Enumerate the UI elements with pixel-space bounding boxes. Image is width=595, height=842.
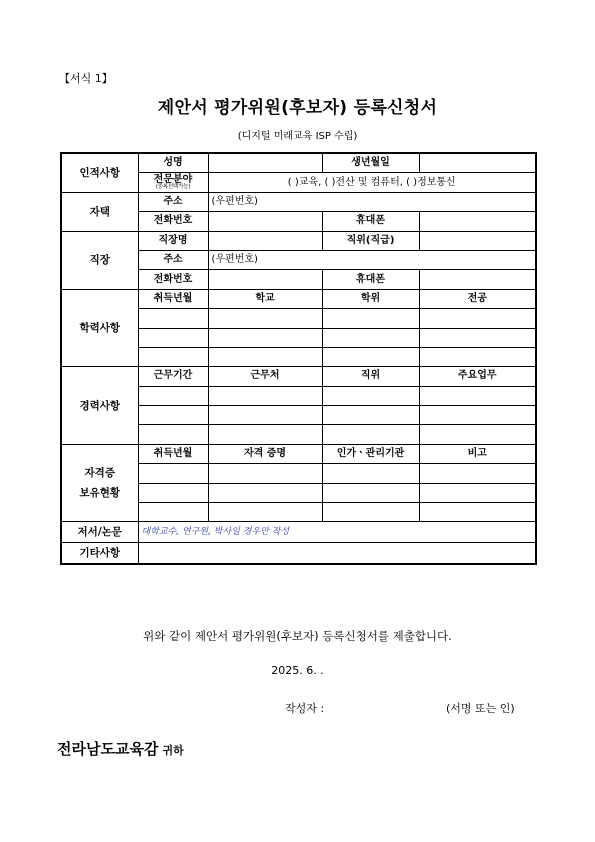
table-cell[interactable] — [419, 425, 536, 444]
section-other-label: 기타사항 — [61, 543, 138, 565]
career-header-duties: 주요업무 — [419, 367, 536, 386]
career-header-employer: 근무처 — [208, 367, 322, 386]
table-cell[interactable] — [208, 483, 322, 502]
table-cell[interactable] — [138, 503, 208, 522]
table-cell[interactable] — [138, 425, 208, 444]
home-mobile-label: 휴대폰 — [322, 212, 419, 231]
registration-form-table — [60, 152, 537, 565]
recipient-name: 전라남도교육감 — [57, 740, 159, 758]
table-cell[interactable] — [322, 386, 419, 405]
recipient-suffix: 귀하 — [162, 744, 184, 757]
section-home-label: 자택 — [61, 192, 138, 231]
home-address-label: 주소 — [138, 192, 208, 211]
work-phone-label: 전화번호 — [138, 270, 208, 289]
table-cell[interactable] — [322, 464, 419, 483]
table-row — [61, 153, 536, 173]
table-cell[interactable] — [322, 503, 419, 522]
table-cell[interactable] — [138, 328, 208, 347]
career-header-period: 근무기간 — [138, 367, 208, 386]
section-education-label: 학력사항 — [61, 289, 138, 367]
section-license-line2: 보유현황 — [79, 487, 121, 500]
table-cell[interactable] — [208, 406, 322, 425]
work-address-field[interactable]: (우편번호) — [208, 250, 536, 269]
section-work-label: 직장 — [61, 231, 138, 289]
table-row — [61, 192, 536, 211]
specialty-label-note: (중복선택가능) — [155, 184, 191, 191]
company-name-field[interactable] — [208, 231, 322, 250]
education-header-school: 학교 — [208, 289, 322, 308]
company-name-label: 직장명 — [138, 231, 208, 250]
publications-field[interactable]: 대학교수, 연구원, 박사일 경우만 작성 — [138, 522, 536, 543]
table-cell[interactable] — [138, 406, 208, 425]
section-personal-label: 인적사항 — [61, 153, 138, 192]
specialty-label — [138, 173, 208, 192]
table-cell[interactable] — [419, 347, 536, 366]
table-cell[interactable] — [208, 347, 322, 366]
birth-date-label: 생년월일 — [322, 153, 419, 173]
work-mobile-field[interactable] — [419, 270, 536, 289]
table-cell[interactable] — [138, 309, 208, 328]
education-header-date: 취득년월 — [138, 289, 208, 308]
table-cell[interactable] — [138, 386, 208, 405]
home-phone-label: 전화번호 — [138, 212, 208, 231]
table-cell[interactable] — [138, 347, 208, 366]
table-cell[interactable] — [322, 347, 419, 366]
home-address-field[interactable]: (우편번호) — [208, 192, 536, 211]
submission-date: 2025. 6. . — [271, 664, 324, 677]
table-cell[interactable] — [419, 328, 536, 347]
table-cell[interactable] — [419, 386, 536, 405]
work-address-label: 주소 — [138, 250, 208, 269]
home-phone-field[interactable] — [208, 212, 322, 231]
table-cell[interactable] — [208, 425, 322, 444]
declaration-text: 위와 같이 제안서 평가위원(후보자) 등록신청서를 제출합니다. — [143, 629, 452, 643]
position-field[interactable] — [419, 231, 536, 250]
birth-date-field[interactable] — [419, 153, 536, 173]
license-header-date: 취득년월 — [138, 444, 208, 463]
table-cell[interactable] — [322, 483, 419, 502]
table-cell[interactable] — [322, 406, 419, 425]
table-cell[interactable] — [208, 464, 322, 483]
table-cell[interactable] — [138, 483, 208, 502]
license-header-name: 자격 증명 — [208, 444, 322, 463]
table-cell[interactable] — [208, 503, 322, 522]
section-license-line1: 자격증 — [84, 467, 115, 480]
page-title: 제안서 평가위원(후보자) 등록신청서 — [157, 98, 438, 118]
education-header-major: 전공 — [419, 289, 536, 308]
section-publications-label: 저서/논문 — [61, 522, 138, 543]
page-subtitle: (디지털 미래교육 ISP 수립) — [237, 131, 358, 142]
name-field[interactable] — [208, 153, 322, 173]
table-row — [61, 367, 536, 386]
career-header-position: 직위 — [322, 367, 419, 386]
form-number-label: 【서식 1】 — [59, 72, 113, 85]
table-cell[interactable] — [419, 309, 536, 328]
table-cell[interactable] — [322, 309, 419, 328]
work-mobile-label: 휴대폰 — [322, 270, 419, 289]
section-license-label — [61, 444, 138, 522]
table-cell[interactable] — [419, 483, 536, 502]
other-field[interactable] — [138, 543, 536, 565]
specialty-options-field[interactable]: ( )교육, ( )전산 및 컴퓨터, ( )정보통신 — [208, 173, 536, 192]
table-cell[interactable] — [208, 328, 322, 347]
table-cell[interactable] — [322, 425, 419, 444]
section-career-label: 경력사항 — [61, 367, 138, 445]
specialty-label-text: 전문분야 — [153, 174, 193, 186]
table-cell[interactable] — [419, 503, 536, 522]
writer-label: 작성자 : — [285, 702, 325, 715]
education-header-degree: 학위 — [322, 289, 419, 308]
license-header-authority: 인가ㆍ관리기관 — [322, 444, 419, 463]
table-row — [61, 444, 536, 463]
work-phone-field[interactable] — [208, 270, 322, 289]
table-row — [61, 522, 536, 543]
signature-label: (서명 또는 인) — [446, 702, 515, 715]
table-cell[interactable] — [208, 386, 322, 405]
table-cell[interactable] — [419, 406, 536, 425]
license-header-remarks: 비고 — [419, 444, 536, 463]
name-label: 성명 — [138, 153, 208, 173]
recipient — [57, 738, 184, 759]
table-row — [61, 289, 536, 308]
table-cell[interactable] — [322, 328, 419, 347]
position-label: 직위(직급) — [322, 231, 419, 250]
table-cell[interactable] — [138, 464, 208, 483]
table-row — [61, 543, 536, 565]
table-cell[interactable] — [208, 309, 322, 328]
table-cell[interactable] — [419, 464, 536, 483]
home-mobile-field[interactable] — [419, 212, 536, 231]
table-row — [61, 231, 536, 250]
